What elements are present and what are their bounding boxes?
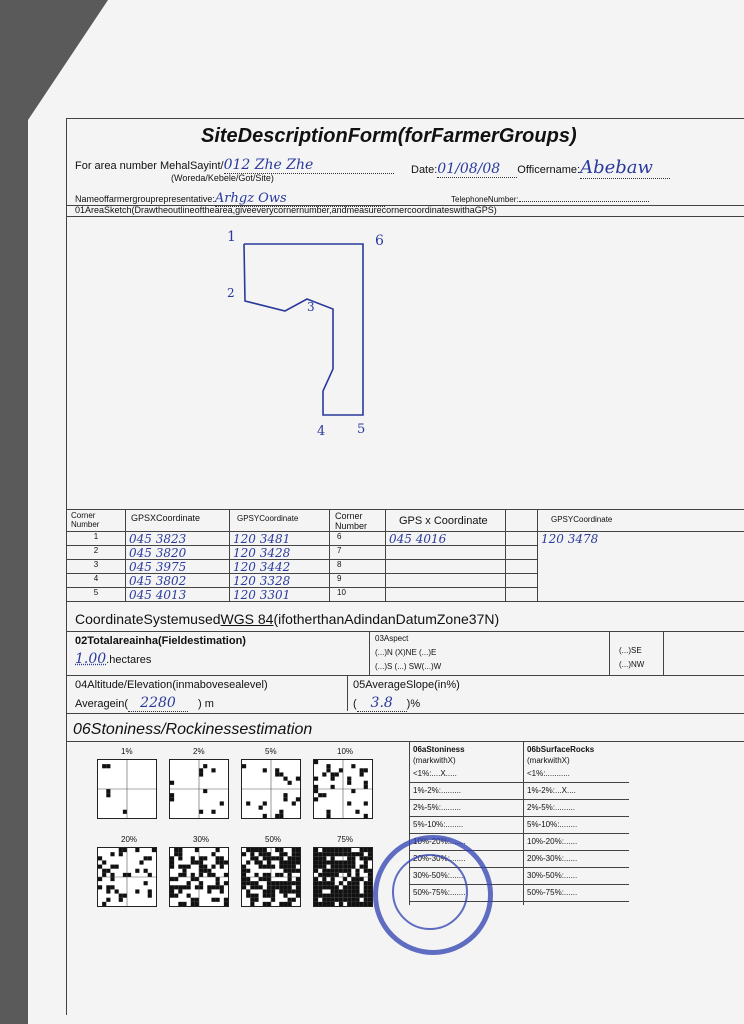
th-gps-y: GPSYCoordinate (237, 514, 299, 523)
area-value-row (75, 651, 151, 667)
slope-value: 3.8 (357, 695, 407, 712)
sketch-corner-4: 4 (317, 424, 326, 439)
col-line (369, 631, 370, 675)
aspect-row-2: (...)S (...) SW(...)W (375, 662, 442, 671)
coord-cell-x: 045 3820 (129, 546, 187, 560)
stoniness-col-a-sub: (markwithX) (413, 756, 456, 765)
stoniness-option[interactable]: 5%-10%:........ (413, 820, 464, 829)
altitude-avg-label: Averagein( (75, 698, 128, 710)
coord-cell-y2: 120 3478 (541, 532, 599, 546)
stoniness-percent-label: 30% (193, 835, 210, 844)
stoniness-option[interactable]: 1%-2%:......... (413, 786, 462, 795)
slope-close: )% (406, 698, 421, 710)
th-gps-x: GPSXCoordinate (131, 513, 201, 523)
surface-rocks-option[interactable]: <1%:........... (527, 769, 570, 778)
stoniness-percent-label: 5% (265, 747, 277, 756)
rule (67, 509, 744, 510)
folded-corner (28, 0, 108, 120)
col-line (609, 631, 610, 675)
stoniness-reference-grid (241, 847, 301, 907)
coord-cell-x: 045 4013 (129, 588, 187, 602)
th-gps-y-2: GPSYCoordinate (551, 515, 613, 524)
coord-cell-n: 5 (93, 588, 99, 597)
slope-row (353, 695, 420, 712)
coord-cell-x: 045 3802 (129, 574, 187, 588)
area-number-label: For area number MehalSayint/ (75, 160, 224, 172)
altitude-unit: ) m (198, 698, 214, 710)
stoniness-option[interactable]: <1%:....X..... (413, 769, 457, 778)
coord-cell-y: 120 3328 (233, 574, 291, 588)
coord-cell-y: 120 3428 (233, 546, 291, 560)
stoniness-reference-grid (169, 847, 229, 907)
area-number-value: 012 Zhe Zhe (224, 157, 394, 174)
coord-cell-n2: 6 (337, 532, 342, 541)
sketch-label: 01AreaSketch(Drawtheoutlineofthearea,giveeverycornernumber,andmeasurecornercoordinateswithaGPS) (75, 205, 497, 215)
coord-cell-y: 120 3301 (233, 588, 291, 602)
th-corner-number: Corner Number (71, 511, 100, 529)
sketch-corner-3: 3 (307, 300, 315, 314)
area-number-row (75, 157, 394, 174)
coord-cell-x: 045 3975 (129, 560, 187, 574)
aspect-se: (...)SE (619, 646, 642, 655)
coord-cell-n2: 7 (337, 546, 342, 555)
surface-rocks-option[interactable]: 50%-75%:...... (527, 888, 578, 897)
coord-cell-n: 2 (93, 546, 99, 555)
rule (67, 713, 744, 714)
stoniness-reference-grid (241, 759, 301, 819)
scanned-page (28, 0, 744, 1024)
coord-system-note: (ifotherthanAdindanDatumZone37N) (273, 611, 500, 627)
phone-row (451, 195, 649, 204)
rule (67, 675, 744, 676)
row-rule (409, 782, 629, 783)
stoniness-percent-label: 50% (265, 835, 282, 844)
rule (67, 631, 744, 632)
sketch-corner-6: 6 (375, 233, 384, 249)
th-gps-x-2: GPS x Coordinate (399, 515, 488, 527)
slope-label: 05AverageSlope(in%) (353, 679, 460, 691)
form-title: SiteDescriptionForm(forFarmerGroups) (201, 125, 577, 147)
stoniness-percent-label: 10% (337, 747, 354, 756)
coord-cell-n: 1 (93, 532, 99, 541)
date-row (411, 157, 670, 179)
area-unit: .hectares (106, 654, 152, 666)
coord-cell-n: 4 (93, 574, 99, 583)
row-rule (409, 816, 629, 817)
sketch-corner-2: 2 (227, 286, 235, 300)
altitude-value: 2280 (128, 695, 188, 712)
row-rule (409, 833, 629, 834)
surface-rocks-option[interactable]: 10%-20%:...... (527, 837, 578, 846)
phone-label: TelephoneNumber: (451, 195, 519, 204)
rule (67, 601, 744, 602)
stoniness-option[interactable]: 50%-75%:....... (413, 888, 466, 897)
stoniness-reference-grid (169, 759, 229, 819)
coord-cell-y: 120 3481 (233, 532, 291, 546)
sketch-corner-5: 5 (357, 422, 366, 437)
stoniness-option[interactable]: 10%-20%:....... (413, 837, 466, 846)
aspect-label: 03Aspect (375, 634, 409, 643)
phone-value (519, 201, 649, 202)
surface-rocks-option[interactable]: 2%-5%:......... (527, 803, 576, 812)
surface-rocks-option[interactable]: 20%-30%:...... (527, 854, 578, 863)
stoniness-option[interactable]: 30%-50%:....... (413, 871, 466, 880)
sketch-corner-1: 1 (227, 229, 236, 245)
site-description-form (66, 118, 744, 1015)
col-line (663, 631, 664, 675)
stoniness-reference-grid (313, 847, 373, 907)
stoniness-label: 06Stoniness/Rockinessestimation (73, 721, 313, 738)
coord-system-label: CoordinateSystemused (75, 611, 221, 627)
rep-value: Arhgz Ows (215, 191, 385, 207)
date-value: 01/08/08 (437, 161, 517, 178)
surface-rocks-option[interactable]: 1%-2%:...X.... (527, 786, 576, 795)
coord-cell-y: 120 3442 (233, 560, 291, 574)
col-line (347, 675, 348, 711)
coord-cell-n: 3 (93, 560, 99, 569)
rule (67, 216, 744, 217)
coord-cell-x: 045 3823 (129, 532, 187, 546)
coord-cell-n2: 9 (337, 574, 342, 583)
coord-system-row (75, 611, 499, 627)
stoniness-percent-label: 75% (337, 835, 354, 844)
altitude-label: 04Altitude/Elevation(inmabovesealevel) (75, 679, 268, 691)
date-label: Date: (411, 164, 438, 176)
stoniness-reference-grid (97, 759, 157, 819)
area-label: 02Totalareainha(Fieldestimation) (75, 635, 246, 647)
aspect-nw: (...)NW (619, 660, 645, 669)
col-line (523, 741, 524, 905)
th-corner-number-2: Corner Number (335, 511, 368, 531)
officer-value: Abebaw (580, 157, 670, 179)
surface-rocks-option[interactable]: 5%-10%:........ (527, 820, 578, 829)
coord-cell-n2: 10 (337, 588, 346, 597)
area-value: 1.00 (75, 651, 107, 667)
area-sketch (207, 229, 387, 459)
altitude-row (75, 695, 214, 712)
col-line (537, 509, 538, 601)
stoniness-option[interactable]: 2%-5%:......... (413, 803, 462, 812)
area-number-sub: (Woreda/Kebele/Got/Site) (171, 173, 274, 183)
stoniness-option[interactable]: 20%-30%:....... (413, 854, 466, 863)
stoniness-col-a-title: 06aStoniness (413, 745, 465, 754)
stoniness-percent-label: 2% (193, 747, 205, 756)
stoniness-percent-label: 1% (121, 747, 133, 756)
rep-label: Nameoffarmergrouprepresentative: (75, 194, 215, 204)
rule (67, 741, 744, 742)
stoniness-col-b-title: 06bSurfaceRocks (527, 745, 595, 754)
slope-open: ( (353, 698, 357, 710)
stoniness-percent-label: 20% (121, 835, 138, 844)
coord-cell-n2: 8 (337, 560, 342, 569)
stoniness-reference-grid (313, 759, 373, 819)
stoniness-col-b-sub: (markwithX) (527, 756, 570, 765)
row-rule (409, 799, 629, 800)
officer-label: Officername: (517, 164, 581, 176)
aspect-row-1: (...)N (X)NE (...)E (375, 648, 437, 657)
surface-rocks-option[interactable]: 30%-50%:...... (527, 871, 578, 880)
sketch-outline (244, 244, 363, 415)
coord-cell-x2: 045 4016 (389, 532, 447, 546)
official-stamp (373, 835, 493, 955)
coord-system-value: WGS 84 (220, 611, 274, 627)
stoniness-reference-grid (97, 847, 157, 907)
